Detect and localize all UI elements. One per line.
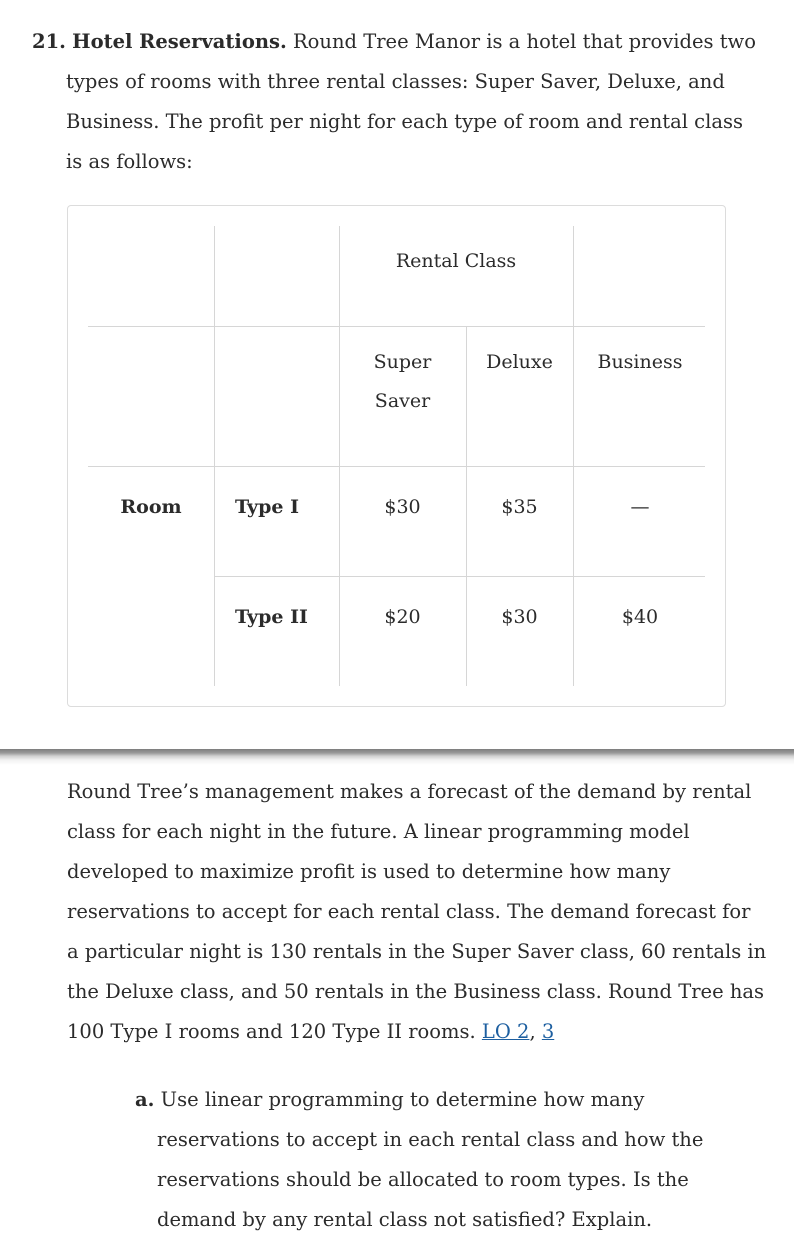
cell-type2-deluxe: $30 [501, 606, 538, 628]
cell-type1-deluxe: $35 [501, 496, 538, 518]
lo-3-link[interactable]: 3 [541, 1020, 555, 1043]
problem-number: 21. [32, 30, 66, 53]
intro-line-3: Business. The profit per night for each type of room and rental class [66, 110, 743, 133]
table-hline-2 [88, 466, 705, 467]
paragraph-last-text: 100 Type I rooms and 120 Type II rooms. [67, 1020, 482, 1043]
cell-type1-business: — [630, 496, 650, 518]
paragraph-line-3: developed to maximize profit is used to determine how many [67, 860, 671, 883]
page-divider [0, 749, 794, 765]
sub-question-line-4: demand by any rental class not satisfied? Explain. [157, 1208, 653, 1231]
sub-question-letter: a. [135, 1088, 155, 1111]
problem-first-line [32, 22, 762, 62]
sub-question-line-2: reservations to accept in each rental class and how the [157, 1128, 704, 1151]
sub-question-line-1 [135, 1080, 755, 1120]
row-label-type-1: Type I [235, 496, 299, 518]
rental-class-header: Rental Class [395, 250, 517, 272]
paragraph-line-6: the Deluxe class, and 50 rentals in the Business class. Round Tree has [67, 980, 765, 1003]
problem-title: Hotel Reservations. [72, 30, 287, 53]
table-vline-1 [214, 226, 215, 686]
table-hline-3 [214, 576, 705, 577]
paragraph-line-1: Round Tree’s management makes a forecast of the demand by rental [67, 780, 752, 803]
super-saver-line-1: Super [373, 351, 432, 373]
profit-table [67, 205, 726, 707]
row-label-type-2: Type II [235, 606, 308, 628]
sub-question-text-1: Use linear programming to determine how many [160, 1088, 645, 1111]
paragraph-line-7 [67, 1012, 767, 1052]
row-group-label-room: Room [120, 496, 182, 518]
cell-type2-super-saver: $20 [384, 606, 421, 628]
intro-line-4: is as follows: [66, 150, 193, 173]
column-header-deluxe: Deluxe [486, 351, 553, 373]
cell-type2-business: $40 [621, 606, 659, 628]
intro-line-1: Round Tree Manor is a hotel that provides two [293, 30, 756, 53]
column-header-business: Business [597, 351, 683, 373]
intro-line-2: types of rooms with three rental classes: Super Saver, Deluxe, and [66, 70, 725, 93]
lo-2-link[interactable]: LO 2 [481, 1020, 530, 1043]
sub-question-line-3: reservations should be allocated to room types. Is the [157, 1168, 689, 1191]
lo-separator: , [529, 1020, 542, 1043]
column-header-super-saver [339, 343, 466, 421]
super-saver-line-2: Saver [374, 390, 431, 412]
sub-question-a [135, 1080, 755, 1240]
paragraph-line-5: a particular night is 130 rentals in the Super Saver class, 60 rentals in [67, 940, 767, 963]
cell-type1-super-saver: $30 [384, 496, 421, 518]
table-hline-1 [88, 326, 705, 327]
problem-statement [32, 22, 762, 182]
paragraph-line-2: class for each night in the future. A linear programming model [67, 820, 690, 843]
scenario-paragraph [67, 772, 767, 1052]
paragraph-line-4: reservations to accept for each rental class. The demand forecast for [67, 900, 751, 923]
